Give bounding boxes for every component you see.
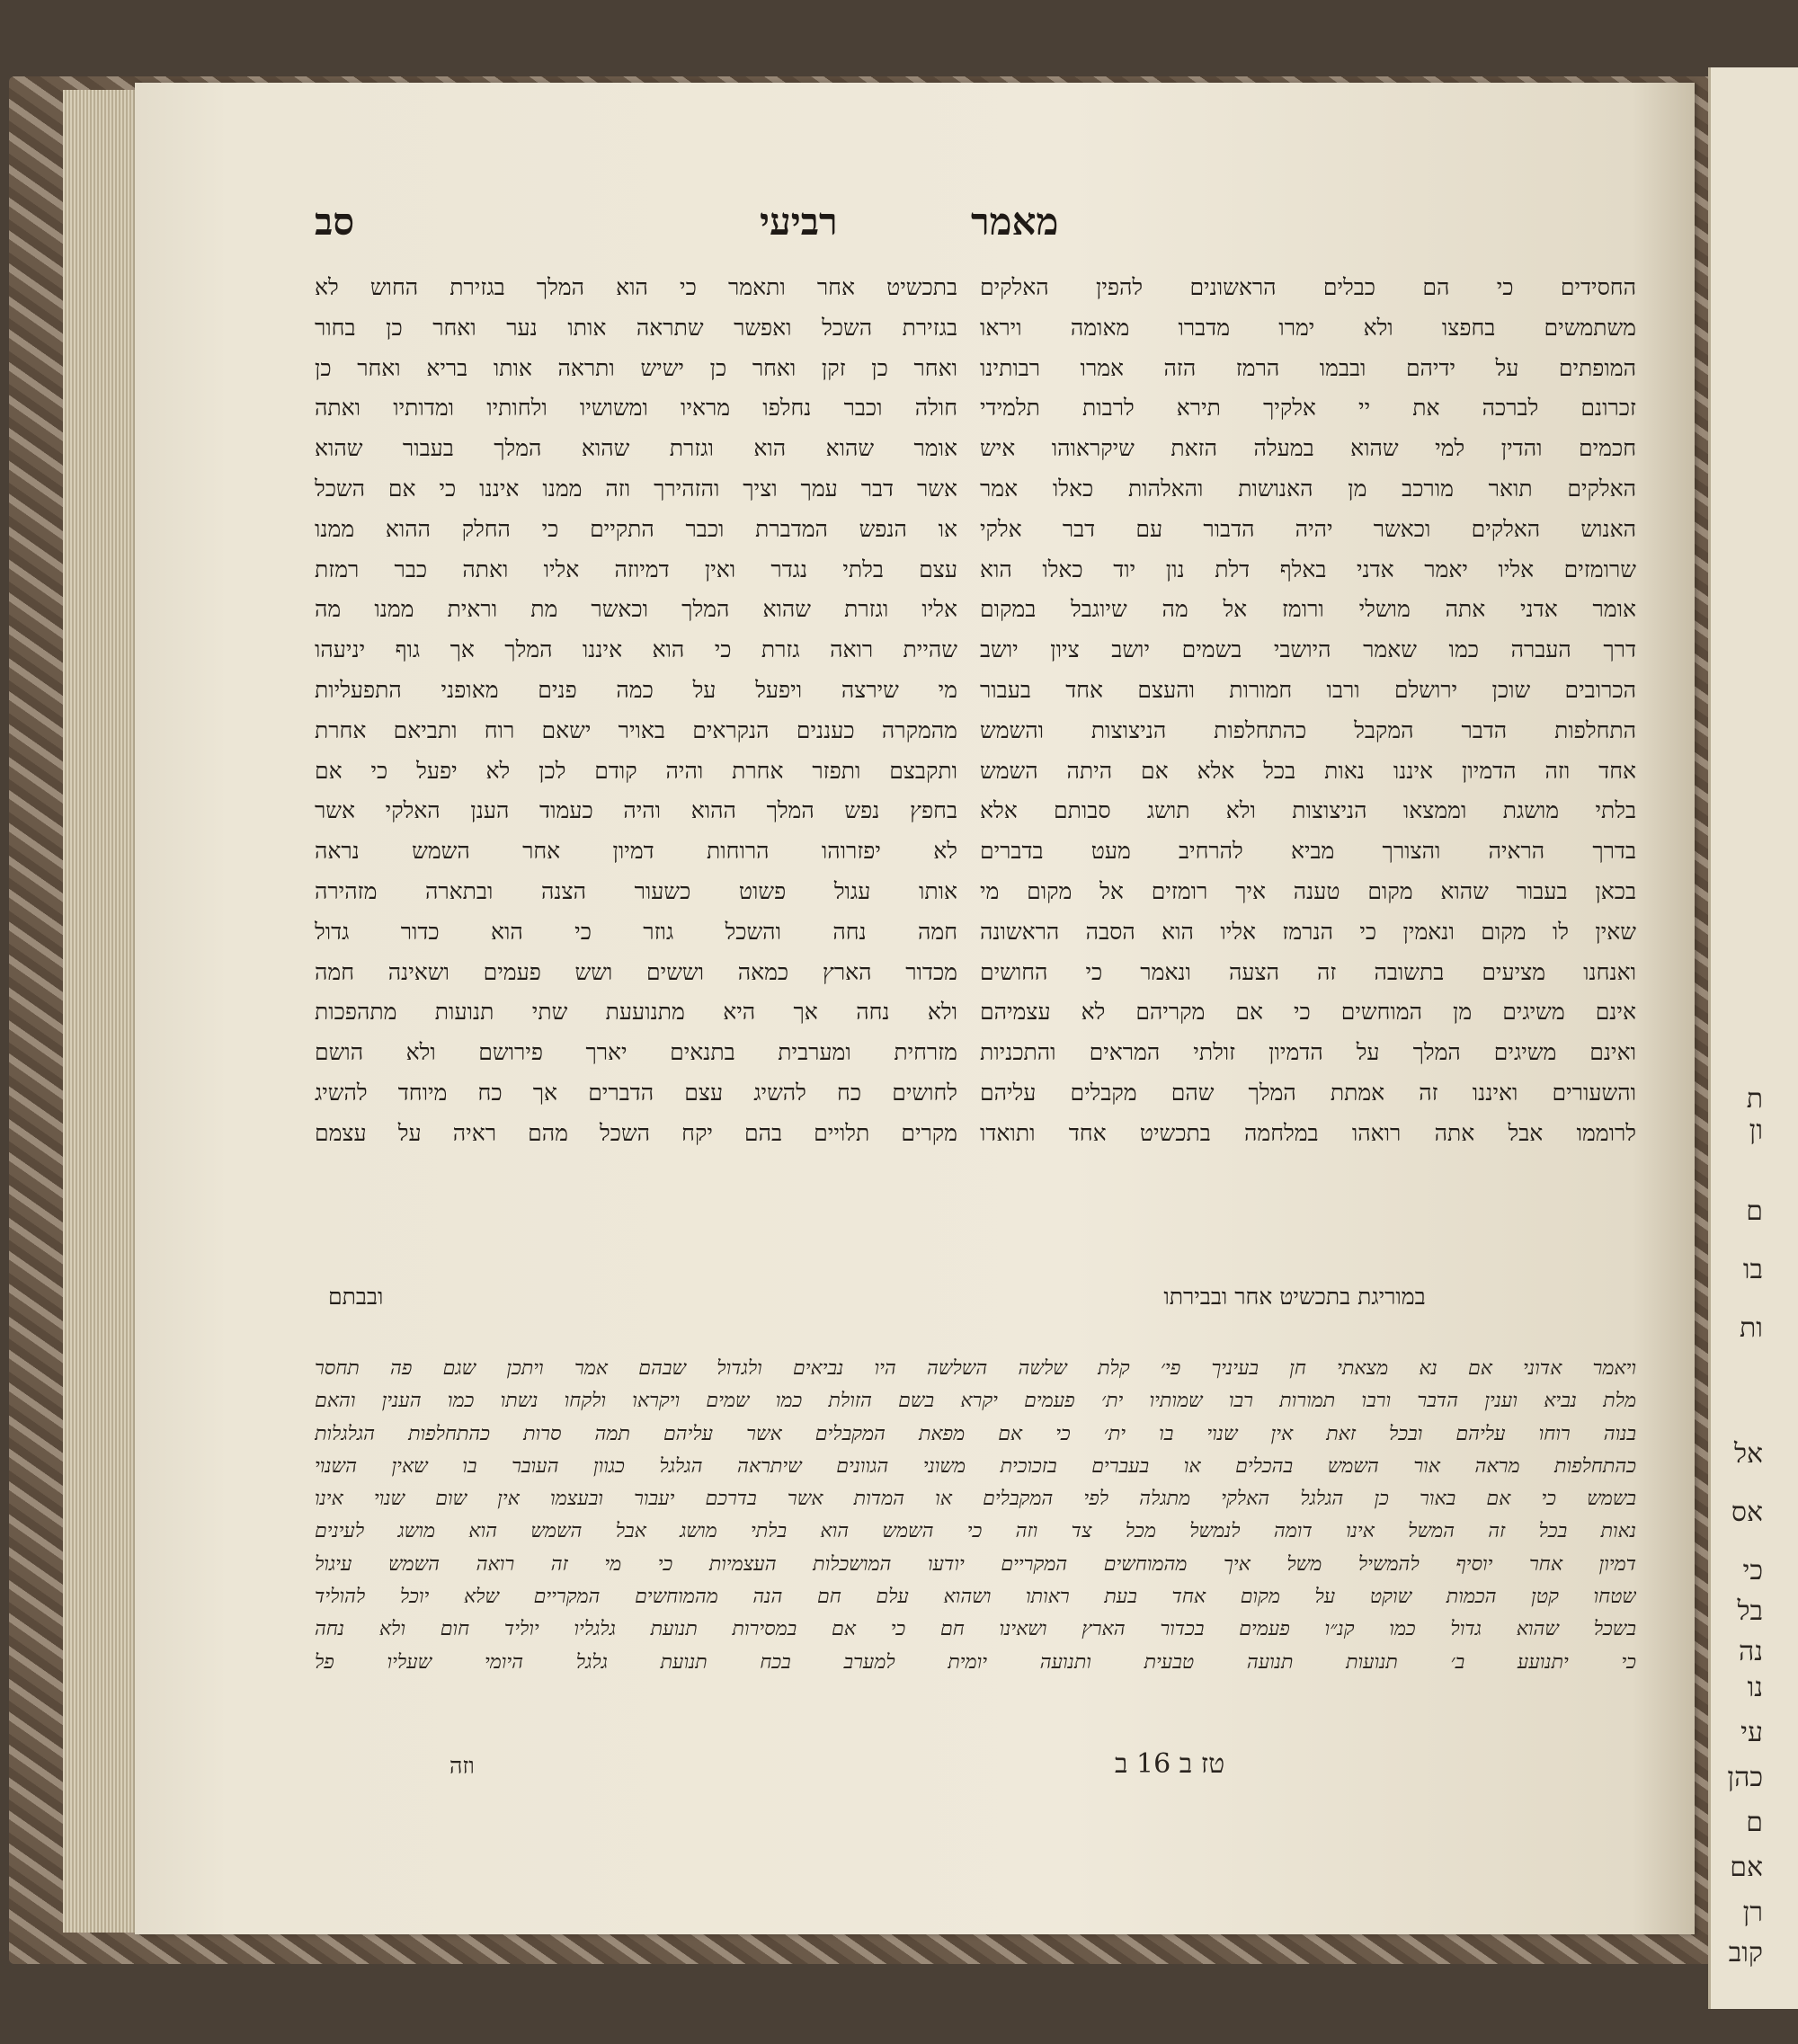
text-line: מהמקרה כעננים הנקראים באויר ישאם רוח ותביאם אחרת: [315, 716, 957, 743]
adjacent-page-fragment: עי: [1740, 1717, 1763, 1748]
signature-mark: טז ב 16 ב: [1115, 1748, 1225, 1780]
text-line: מי שירצה ויפעל על כמה פנים מאופני התפעליות: [315, 676, 957, 703]
adjacent-page-fragment: בו: [1742, 1254, 1763, 1285]
commentary-line: כהתחלפות מראה אור השמש בהכלים או בעברים בזכוכית משוני הגוונים שיתראה הגלגל כגוון העובר בו שאין השנוי: [315, 1454, 1636, 1478]
text-line: אומר אדני אתה מושלי ורומז אל מה שיוגבל במקום: [980, 596, 1636, 623]
adjacent-page-fragment: אם: [1730, 1852, 1763, 1883]
adjacent-page-fragment: בל: [1737, 1595, 1763, 1627]
commentary-line: שטחו קטן הכמות שוקט על מקום אחד בעת ראותו ושהוא עלם חם הנה מהמוחשים המקריים שלא יוכל להוליד: [315, 1586, 1636, 1609]
text-line: בתכשיט אחר ותאמר כי הוא המלך בגזירת החוש לא: [315, 274, 957, 300]
text-line: אומר שהוא הוא וגזרת שהוא המלך בעבור שהוא: [315, 435, 957, 462]
right-column-ending: במוריגת בתכשיט אחר ובבירתו: [1163, 1284, 1426, 1310]
folio-number: סב: [315, 200, 355, 244]
text-line: בכאן בעבור שהוא מקום טענה איך רומזים אל מקום מי: [980, 877, 1636, 904]
text-line: האלקים תואר מורכב מן האנושות והאלהות כאלו אמר: [980, 475, 1636, 502]
text-line: ולא נחה אך היא מתנועעת שתי תנועות מתהפכות: [315, 999, 957, 1026]
adjacent-page-fragment: כהן: [1727, 1762, 1763, 1793]
text-line: מכדור הארץ כמאה וששים ושש פעמים ושאינה חמה: [315, 958, 957, 985]
adjacent-page-fragment: קוב: [1728, 1937, 1763, 1968]
commentary-block: [315, 1353, 1636, 1679]
right-text-column: [980, 268, 1636, 1154]
text-line: והשעורים ואיננו זה אמתת המלך שהם מקבלים עליהם: [980, 1079, 1636, 1106]
text-line: משתמשים בחפצו ולא ימרו מדברו מאומה ויראו: [980, 314, 1636, 341]
left-text-column: [315, 268, 957, 1154]
text-line: הכרובים שוכן ירושלם ורבו חמורות והעצם אחד בעבור: [980, 676, 1636, 703]
text-line: אחד וזה הדמיון איננו נאות בכל אלא אם היתה השמש: [980, 757, 1636, 784]
text-line: החסידים כי הם כבלים הראשונים להפין האלקים: [980, 274, 1636, 300]
text-line: ותקבצם ותפזר אחרת והיה קודם לכן לא יפעל כי אם: [315, 757, 957, 784]
running-head-subtitle: רביעי: [760, 200, 838, 244]
text-line: ואינם משיגים המלך על הדמיון זולתי המראים והתכניות: [980, 1039, 1636, 1066]
adjacent-page-fragment: רן: [1742, 1897, 1763, 1928]
adjacent-page-fragment: ם: [1746, 1195, 1763, 1227]
adjacent-page-fragment: כי: [1742, 1555, 1763, 1586]
running-head-title: מאמר: [971, 200, 1059, 244]
left-column-catchword: ובבתם: [328, 1284, 384, 1310]
adjacent-page-fragment: אס: [1731, 1497, 1763, 1528]
text-line: חולה וכבר נחלפו מראיו ומשושיו ולחותיו ומדותיו ואתה: [315, 395, 957, 422]
text-line: שאין לו מקום ונאמין כי הנרמז אליו הוא הסבה הראשונה: [980, 918, 1636, 945]
text-line: חמה נחה והשכל גוזר כי הוא כדור גדול: [315, 918, 957, 945]
adjacent-page-fragment: נה: [1738, 1636, 1763, 1667]
text-line: חכמים והדין למי שהוא במעלה הזאת שיקראוהו איש: [980, 435, 1636, 462]
adjacent-page-fragment: ם: [1746, 1807, 1763, 1838]
text-line: בחפץ נפש המלך ההוא והיה כעמוד הענן האלקי אשר: [315, 797, 957, 824]
text-line: המופתים על ידיהם ובבמו הרמז הזה אמרו רבותינו: [980, 354, 1636, 381]
commentary-line: מלת נביא וענין הדבר ורבו תמורות רבו שמותיו ית׳ פעמים יקרא בשם הזולת כמו שמים ויקראו ולקחו נשתו כמו הענין והאם: [315, 1390, 1636, 1413]
text-line: האנוש האלקים וכאשר יהיה הדבור עם דבר אלקי: [980, 515, 1636, 542]
text-line: בגזירת השכל ואפשר שתראה אותו נער ואחר כן בחור: [315, 314, 957, 341]
text-line: לרוממו אבל אתה רואהו במלחמה בתכשיט אחד ותואדו: [980, 1119, 1636, 1146]
text-line: דרך העברה כמו שאמר היושבי בשמים יושב ציון יושב: [980, 636, 1636, 663]
adjacent-page-fragment: ות: [1740, 1312, 1763, 1344]
text-line: אליו וגזרת שהוא המלך וכאשר מת וראית ממנו מה: [315, 596, 957, 623]
text-line: מזרחית ומערבית בתנאים יארך פירושם ולא הושם: [315, 1039, 957, 1066]
adjacent-page: [1708, 67, 1798, 2009]
commentary-catchword: וזה: [450, 1753, 475, 1779]
text-line: אינם משיגים מן המוחשים כי אם מקריהם לא עצמיהם: [980, 999, 1636, 1026]
commentary-line: דמיון אחר יוסיף להמשיל משל איך מהמוחשים המקריים יודעו המושכלות העצמיות כי מי זה רואה השמש עיגול: [315, 1552, 1636, 1576]
text-line: אשר דבר עמך וציך והזהירך וזה ממנו איננו כי אם השכל: [315, 475, 957, 502]
adjacent-page-fragment: נו: [1747, 1672, 1763, 1703]
text-line: ואנחנו מציעים בתשובה זה הצעה ונאמר כי החושים: [980, 958, 1636, 985]
text-line: ואחר כן זקן ואחר כן ישיש ותראה אותו בריא ואחר כן: [315, 354, 957, 381]
text-line: בלתי מושגת וממצאו הניצוצות ולא תושג סבותם אלא: [980, 797, 1636, 824]
adjacent-page-fragment: ון: [1749, 1115, 1763, 1146]
text-line: זכרונם לברכה את יי אלקיך תירא לרבות תלמידי: [980, 395, 1636, 422]
text-line: עצם בלתי נגדר ואין דמיוזה אליו ואתה כבר רמזת: [315, 555, 957, 582]
commentary-line: בשמש כי אם באור כן הגלגל האלקי מתגלה לפי המקבלים או המדות אשר בדרכם יעבור ובעצמו אין שום שנוי אינו: [315, 1488, 1636, 1511]
text-line: לחושים כח להשיג עצם הדברים אך כח מיוחד להשיג: [315, 1079, 957, 1106]
adjacent-page-fragment: ת: [1746, 1083, 1763, 1115]
commentary-line: כי יתנועע ב׳ תנועות תנועה טבעית ותנועה יומית למערב בכח תנועת גלגל היומי שעליו פל: [315, 1650, 1636, 1674]
page-edges: [63, 90, 144, 1933]
text-line: מקרים תלויים בהם יקח השכל מהם ראיה על עצמם: [315, 1119, 957, 1146]
adjacent-page-fragment: אל: [1733, 1438, 1763, 1470]
text-line: אותו עגול פשוט כשעור הצנה ובתארה מזהירה: [315, 877, 957, 904]
text-line: בדרך הראיה והצורך מביא להרחיב מעט בדברים: [980, 838, 1636, 865]
text-line: התחלפות הדבר המקבל כהתחלפות הניצוצות והשמש: [980, 716, 1636, 743]
text-line: שרומזים אליו יאמר אדני באלף דלת נון יוד כאלו הוא: [980, 555, 1636, 582]
commentary-line: נאות בכל זה המשל אינו דומה לנמשל מכל צד וזה כי השמש הוא בלתי מושג אבל השמש הוא מושג לעינים: [315, 1520, 1636, 1543]
commentary-line: בנוה רוחו עליהם ובכל זאת אין שנוי בו ית׳ כי אם מפאת המקבלים אשר עליהם תמה סרות כהתחלפות הגלגלות: [315, 1422, 1636, 1445]
commentary-line: ויאמר אדוני אם נא מצאתי חן בעיניך פי׳ קלת שלשה השלשה היו נביאים ולגדול שבהם אמר ויתכן שגם פה תחסר: [315, 1357, 1636, 1380]
text-line: שהיית רואה גזרת כי הוא איננו המלך אך גוף יניעהו: [315, 636, 957, 663]
commentary-line: בשכל שהוא גדול כמו קנ״ו פעמים בכדור הארץ ושאינו חם כי אם במסירות תנועת גלגליו יוליד חום ולא נחה: [315, 1618, 1636, 1641]
text-line: לא יפזרוהו הרוחות דמיון אחר השמש נראה: [315, 838, 957, 865]
text-line: או הנפש המדברת וכבר התקיים כי החלק ההוא ממנו: [315, 515, 957, 542]
